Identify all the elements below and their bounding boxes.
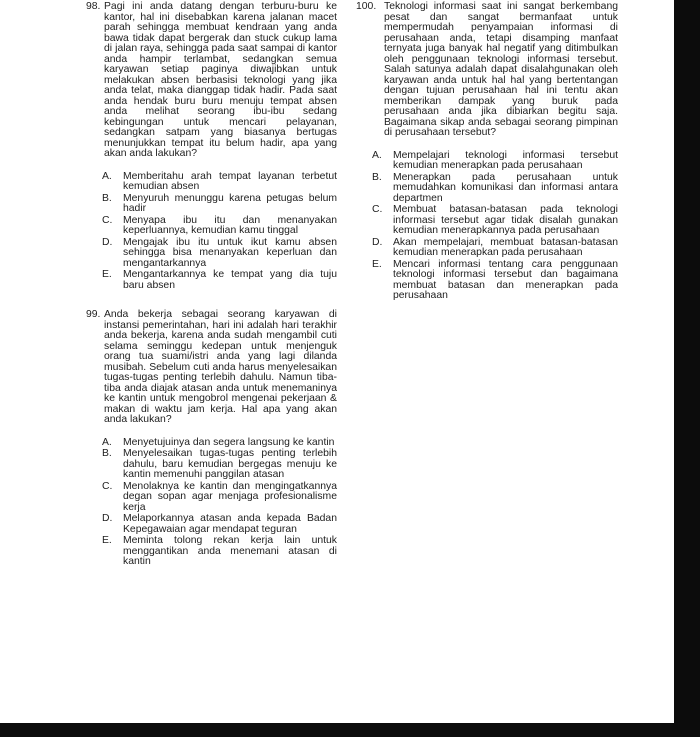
option-text: Mencari informasi tentang cara penggunaan teknologi informasi tersebut dan bagaimana membuat batasan dan menerapkan pada perusahaan [393, 258, 618, 301]
option-letter: B. [102, 192, 112, 204]
left-column [86, 2, 337, 569]
option-c [102, 482, 337, 514]
option-letter: D. [102, 513, 113, 524]
option-c [372, 205, 618, 237]
question-98 [86, 2, 337, 291]
option-text: Menyelesaikan tugas-tugas penting terlebih dahulu, baru kemudian bergegas menuju ke kantin memenuhi panggilan atasan [123, 448, 337, 480]
option-e [102, 270, 337, 291]
question-100 [356, 2, 618, 302]
question-99 [86, 310, 337, 568]
option-a [372, 151, 618, 172]
option-d [372, 238, 618, 259]
question-number: 99. [86, 309, 101, 320]
option-b [372, 173, 618, 205]
option-text: Menerapkan pada perusahaan untuk memudahkan komunikasi dan informasi antara departmen [393, 171, 618, 204]
option-letter: A. [372, 149, 382, 161]
option-text: Mengantarkannya ke tempat yang dia tuju baru absen [123, 269, 337, 291]
option-letter: E. [102, 535, 112, 546]
option-text: Menolaknya ke kantin dan mengingatkannya degan sopan agar menjaga profesionalisme kerja [123, 480, 337, 513]
option-letter: D. [102, 236, 113, 248]
option-list [356, 151, 618, 302]
option-letter: C. [102, 214, 113, 226]
question-text: Teknologi informasi saat ini sangat berkembang pesat dan sangat bermanfaat untuk mempermudah penyampaian informasi di perusahaan anda, tetapi disamping manfaat ternyata juga banyak hal negatif yang ditimbulkan oleh penggunaan teknologi informasi tersebut. Salah satunya adalah dapat disalahgunakan oleh karyawan anda untuk hal hal yang bertentangan dengan tujuan perusahaan hal ini tentu akan memberikan dampak yang buruk pada perusahaan anda jika dibiarkan begitu saja. Bagaimana sikap anda sebagai seorang pimpinan di perusahaan tersebut? [384, 1, 618, 138]
question-number: 100. [356, 1, 377, 12]
option-b [102, 449, 337, 481]
option-letter: A. [102, 170, 112, 182]
option-letter: C. [372, 204, 383, 215]
option-text: Mempelajari teknologi informasi tersebut kemudian menerapkan pada perusahaan [393, 149, 618, 171]
option-e [372, 260, 618, 302]
option-d [102, 514, 337, 535]
option-b [102, 194, 337, 215]
option-letter: E. [372, 258, 382, 270]
option-letter: B. [372, 171, 382, 183]
option-letter: E. [102, 269, 112, 280]
option-text: Mengajak ibu itu untuk ikut kamu absen sehingga bisa menanyakan keperluan dan mengantarkannya [123, 236, 337, 269]
question-number: 98. [86, 1, 101, 12]
option-letter: C. [102, 480, 113, 492]
dark-edge-right [674, 0, 700, 737]
question-text: Pagi ini anda datang dengan terburu-buru ke kantor, hal ini disebabkan karena jalanan macet parah sehingga membuat kendraan yang anda bawa tidak dapat bergerak dan stuck cukup lama di jalan raya, sehingga pada saat sampai di kantor anda hampir terlambat, sedangkan semua karyawan setiap paginya diwajibkan untuk melakukan absen berbasisi teknologi yang jika anda telat, maka dianggap tidak hadir. Pada saat anda hendak buru buru menuju tempat absen anda melihat seorang ibu-ibu sedang kebingungan untuk mencari pelayanan, sedangkan satpam yang biasanya bertugas menunjukkan tempat itu belum hadir, apa yang akan anda lakukan? [104, 1, 337, 159]
right-column [356, 2, 618, 303]
option-c [102, 216, 337, 237]
option-d [102, 238, 337, 270]
option-letter: A. [102, 436, 112, 448]
dark-edge-bottom [0, 723, 700, 737]
option-text: Menyapa ibu itu dan menanyakan keperluannya, kemudian kamu tinggal [123, 214, 337, 236]
option-text: Membuat batasan-batasan pada teknologi informasi tersebut agar tidak disalah gunakan kemudian menerapkannya pada perusahaan [393, 204, 618, 236]
option-text: Melaporkannya atasan anda kepada Badan Kepegawaian agar mendapat teguran [123, 513, 337, 535]
option-e [102, 536, 337, 568]
question-text: Anda bekerja sebagai seorang karyawan di instansi pemerintahan, hari ini adalah hari terakhir anda bekerja, karena anda sudah mengambil cuti selama seminggu kedepan untuk menjenguk orang tua suami/istri anda yang lagi dilanda musibah. Sebelum cuti anda harus menyelesaikan tugas-tugas penting terlebih dahulu. Namun tiba-tiba anda diajak atasan anda untuk menemaninya ke kantin untuk mengobrol mengenai pekerjaan & makan di waktu jam kerja. Hal apa yang akan anda lakukan? [104, 309, 337, 425]
option-text: Akan mempelajari, membuat batasan-batasan kemudian menerapkan pada perusahaan [393, 236, 618, 258]
option-list [86, 172, 337, 292]
option-text: Menyetujuinya dan segera langsung ke kantin [123, 436, 335, 448]
option-letter: B. [102, 448, 112, 459]
option-a [102, 172, 337, 193]
option-a [102, 438, 337, 449]
option-text: Memberitahu arah tempat layanan terbetut kemudian absen [123, 170, 337, 192]
option-letter: D. [372, 236, 383, 248]
option-text: Menyuruh menunggu karena petugas belum hadir [123, 192, 337, 214]
option-text: Meminta tolong rekan kerja lain untuk menggantikan anda menemani atasan di kantin [123, 535, 337, 567]
option-list [86, 438, 337, 568]
